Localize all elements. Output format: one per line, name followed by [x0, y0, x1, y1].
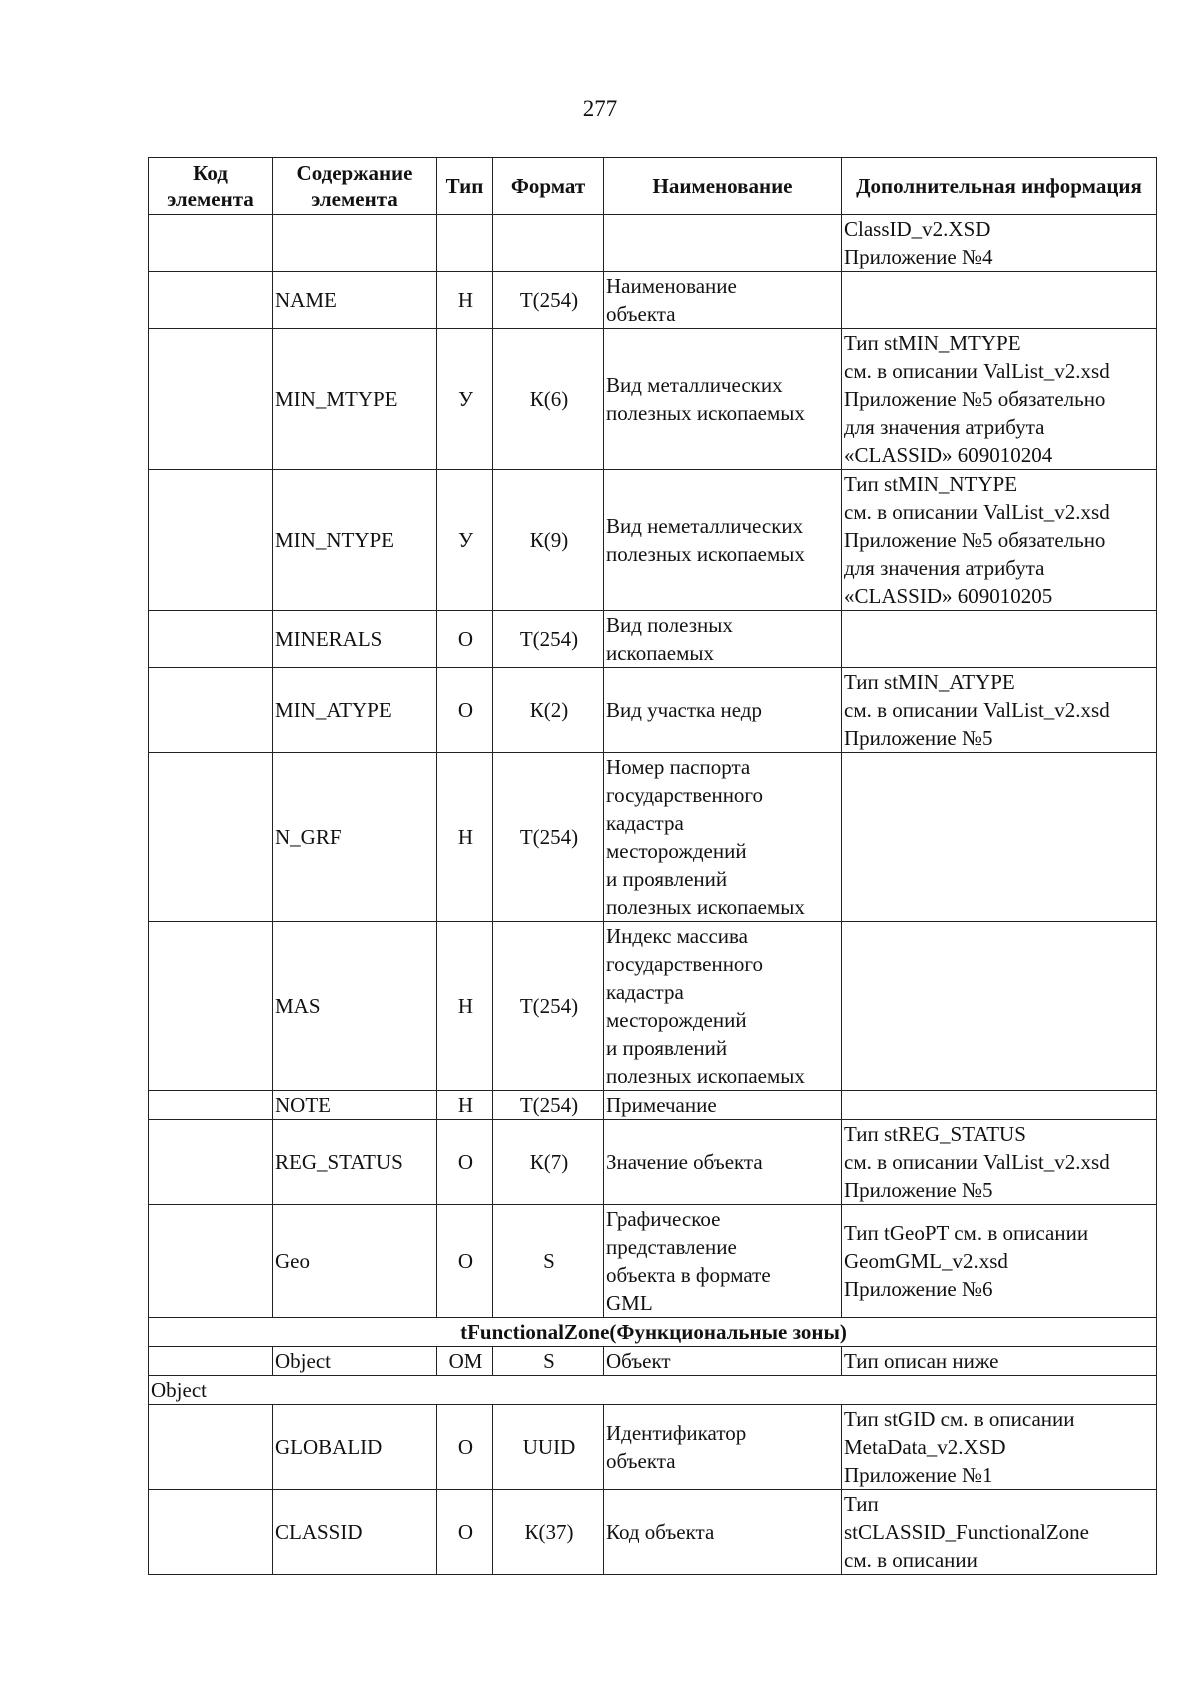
cell-format: Т(254): [493, 753, 604, 922]
spec-table: [148, 157, 1157, 1575]
cell-type: О: [437, 668, 493, 753]
cell-info: Тип stMIN_ATYPE см. в описании ValList_v2.xsd Приложение №5: [842, 668, 1157, 753]
table-row: [149, 1120, 1157, 1205]
cell-code: [149, 922, 273, 1091]
cell-info: Тип tGeoPT см. в описании GeomGML_v2.xsd Приложение №6: [842, 1205, 1157, 1318]
cell-info: [842, 753, 1157, 922]
cell-content: MIN_MTYPE: [273, 329, 437, 470]
cell-content: NOTE: [273, 1091, 437, 1120]
cell-format: [493, 215, 604, 272]
cell-info: [842, 922, 1157, 1091]
cell-info: ClassID_v2.XSD Приложение №4: [842, 215, 1157, 272]
object-label: Object: [149, 1376, 1157, 1405]
cell-type: У: [437, 329, 493, 470]
cell-name: Значение объекта: [604, 1120, 842, 1205]
header-content: Содержание элемента: [273, 158, 437, 215]
cell-format: К(9): [493, 470, 604, 611]
cell-name: Вид полезных ископаемых: [604, 611, 842, 668]
header-row: [149, 158, 1157, 215]
cell-content: MAS: [273, 922, 437, 1091]
cell-code: [149, 1490, 273, 1575]
table-row: [149, 470, 1157, 611]
cell-name: Вид металлических полезных ископаемых: [604, 329, 842, 470]
cell-content: MIN_ATYPE: [273, 668, 437, 753]
header-name: Наименование: [604, 158, 842, 215]
table-row: [149, 1205, 1157, 1318]
section-row: [149, 1318, 1157, 1347]
cell-type: Н: [437, 753, 493, 922]
cell-info: [842, 272, 1157, 329]
cell-format: Т(254): [493, 272, 604, 329]
table-row: [149, 215, 1157, 272]
cell-code: [149, 1120, 273, 1205]
cell-format: К(7): [493, 1120, 604, 1205]
object-label-row: [149, 1376, 1157, 1405]
table-row: [149, 611, 1157, 668]
cell-format: UUID: [493, 1405, 604, 1490]
cell-name: Объект: [604, 1347, 842, 1376]
cell-type: О: [437, 1205, 493, 1318]
cell-content: MINERALS: [273, 611, 437, 668]
header-info: Дополнительная информация: [842, 158, 1157, 215]
cell-type: [437, 215, 493, 272]
cell-code: [149, 1347, 273, 1376]
table-row: [149, 1405, 1157, 1490]
table-row: [149, 1490, 1157, 1575]
cell-type: О: [437, 1490, 493, 1575]
cell-name: Примечание: [604, 1091, 842, 1120]
cell-code: [149, 611, 273, 668]
table-row: [149, 272, 1157, 329]
cell-content: [273, 215, 437, 272]
cell-code: [149, 668, 273, 753]
object-row: [149, 1347, 1157, 1376]
cell-format: S: [493, 1347, 604, 1376]
cell-type: О: [437, 1405, 493, 1490]
cell-format: К(6): [493, 329, 604, 470]
page-number: 277: [582, 96, 618, 121]
cell-code: [149, 1091, 273, 1120]
cell-info: Тип stGID см. в описании MetaData_v2.XSD Приложение №1: [842, 1405, 1157, 1490]
cell-type: У: [437, 470, 493, 611]
cell-content: GLOBALID: [273, 1405, 437, 1490]
cell-content: Geo: [273, 1205, 437, 1318]
table-row: [149, 922, 1157, 1091]
table-row: [149, 1091, 1157, 1120]
cell-type: О: [437, 1120, 493, 1205]
cell-info: Тип stMIN_MTYPE см. в описании ValList_v2.xsd Приложение №5 обязательно для значения атрибута «CLASSID» 609010204: [842, 329, 1157, 470]
cell-info: Тип stCLASSID_FunctionalZone см. в описании: [842, 1490, 1157, 1575]
cell-name: Вид участка недр: [604, 668, 842, 753]
table-row: [149, 753, 1157, 922]
cell-content: REG_STATUS: [273, 1120, 437, 1205]
cell-name: Вид неметаллических полезных ископаемых: [604, 470, 842, 611]
cell-type: ОМ: [437, 1347, 493, 1376]
cell-name: Код объекта: [604, 1490, 842, 1575]
cell-type: О: [437, 611, 493, 668]
cell-name: Номер паспорта государственного кадастра месторождений и проявлений полезных ископаемых: [604, 753, 842, 922]
cell-format: Т(254): [493, 1091, 604, 1120]
cell-info: [842, 611, 1157, 668]
cell-format: Т(254): [493, 611, 604, 668]
cell-content: MIN_NTYPE: [273, 470, 437, 611]
cell-code: [149, 753, 273, 922]
header-type: Тип: [437, 158, 493, 215]
cell-info: Тип stREG_STATUS см. в описании ValList_v2.xsd Приложение №5: [842, 1120, 1157, 1205]
cell-content: NAME: [273, 272, 437, 329]
cell-code: [149, 215, 273, 272]
cell-type: Н: [437, 922, 493, 1091]
cell-name: Идентификатор объекта: [604, 1405, 842, 1490]
header-code: Код элемента: [149, 158, 273, 215]
cell-name: Наименование объекта: [604, 272, 842, 329]
cell-type: Н: [437, 1091, 493, 1120]
cell-code: [149, 470, 273, 611]
cell-code: [149, 272, 273, 329]
cell-content: CLASSID: [273, 1490, 437, 1575]
cell-content: N_GRF: [273, 753, 437, 922]
cell-format: К(37): [493, 1490, 604, 1575]
cell-format: К(2): [493, 668, 604, 753]
cell-name: Индекс массива государственного кадастра месторождений и проявлений полезных ископаемых: [604, 922, 842, 1091]
cell-info: Тип stMIN_NTYPE см. в описании ValList_v2.xsd Приложение №5 обязательно для значения атрибута «CLASSID» 609010205: [842, 470, 1157, 611]
table-row: [149, 329, 1157, 470]
cell-code: [149, 329, 273, 470]
cell-format: Т(254): [493, 922, 604, 1091]
cell-code: [149, 1205, 273, 1318]
cell-name: Графическое представление объекта в формате GML: [604, 1205, 842, 1318]
table-row: [149, 668, 1157, 753]
cell-name: [604, 215, 842, 272]
section-title: tFunctionalZone(Функциональные зоны): [149, 1318, 1157, 1347]
cell-content: Object: [273, 1347, 437, 1376]
cell-info: Тип описан ниже: [842, 1347, 1157, 1376]
cell-info: [842, 1091, 1157, 1120]
cell-code: [149, 1405, 273, 1490]
cell-format: S: [493, 1205, 604, 1318]
header-format: Формат: [493, 158, 604, 215]
cell-type: Н: [437, 272, 493, 329]
